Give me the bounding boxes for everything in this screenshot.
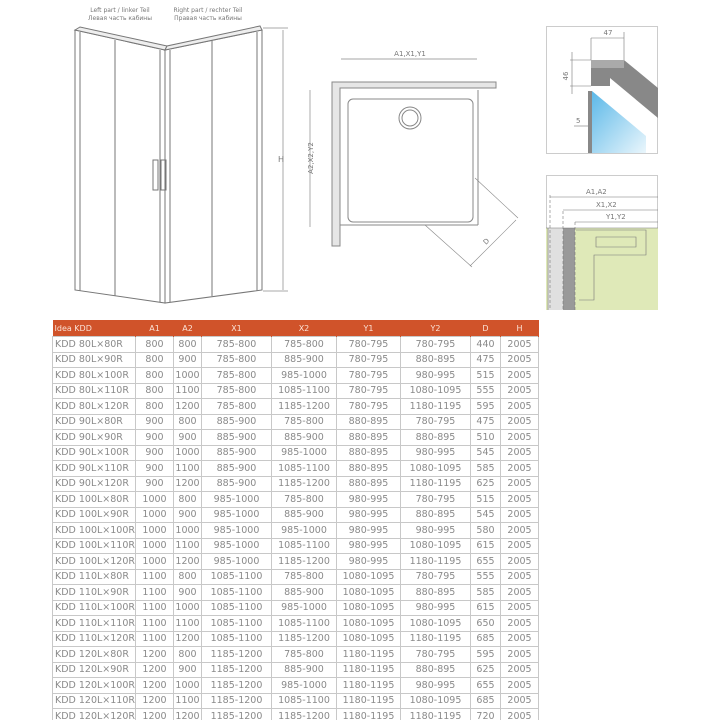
table-cell: 785-800 (202, 383, 272, 399)
table-cell: 1000 (174, 600, 202, 616)
table-cell: 1185-1200 (202, 662, 272, 678)
table-cell: 880-895 (401, 507, 471, 523)
table-cell: 900 (174, 662, 202, 678)
model-name-cell: KDD 80L×90R (53, 352, 136, 368)
table-cell: 985-1000 (272, 678, 337, 694)
table-cell: 885-900 (272, 662, 337, 678)
table-cell: 885-900 (202, 414, 272, 430)
table-cell: 1085-1100 (272, 693, 337, 709)
model-name-cell: KDD 100L×110R (53, 538, 136, 554)
model-name-cell: KDD 110L×100R (53, 600, 136, 616)
table-cell: 1200 (174, 631, 202, 647)
table-cell: 2005 (501, 569, 539, 585)
table-cell: 1100 (174, 383, 202, 399)
table-cell: 885-900 (202, 445, 272, 461)
table-cell: 2005 (501, 368, 539, 384)
table-row (53, 693, 539, 709)
table-cell: 1000 (174, 523, 202, 539)
table-cell: 625 (471, 476, 501, 492)
table-cell: 615 (471, 600, 501, 616)
table-cell: 2005 (501, 352, 539, 368)
table-cell: 1185-1200 (202, 709, 272, 720)
table-cell: 1180-1195 (337, 693, 401, 709)
table-cell: 980-995 (337, 507, 401, 523)
table-cell: 880-895 (401, 430, 471, 446)
table-cell: 800 (174, 647, 202, 663)
model-name-cell: KDD 80L×100R (53, 368, 136, 384)
table-cell: 980-995 (401, 368, 471, 384)
table-cell: 1080-1095 (401, 461, 471, 477)
plan-depth-label: A2,X2,Y2 (307, 142, 315, 174)
profile-height-value: 46 (562, 71, 570, 81)
model-name-cell: KDD 120L×120R (53, 709, 136, 720)
table-cell: 1200 (136, 709, 174, 720)
table-cell: 800 (174, 569, 202, 585)
table-cell: 1000 (174, 678, 202, 694)
height-label: H (278, 155, 285, 164)
table-row (53, 709, 539, 720)
table-cell: 595 (471, 399, 501, 415)
model-name-cell: KDD 100L×100R (53, 523, 136, 539)
table-cell: 980-995 (337, 492, 401, 508)
table-cell: 1180-1195 (401, 476, 471, 492)
table-cell: 980-995 (401, 523, 471, 539)
table-cell: 1100 (136, 569, 174, 585)
table-cell: 2005 (501, 399, 539, 415)
profile-width-value: 47 (603, 29, 613, 37)
table-cell: 1080-1095 (401, 538, 471, 554)
model-name-cell: KDD 90L×90R (53, 430, 136, 446)
table-cell: 545 (471, 445, 501, 461)
table-cell: 2005 (501, 678, 539, 694)
table-cell: 1180-1195 (401, 631, 471, 647)
table-cell: 2005 (501, 538, 539, 554)
table-cell: 885-900 (272, 352, 337, 368)
table-cell: 1200 (174, 554, 202, 570)
table-cell: 1185-1200 (272, 476, 337, 492)
model-name-cell: KDD 80L×110R (53, 383, 136, 399)
table-cell: 1000 (136, 538, 174, 554)
table-row (53, 430, 539, 446)
table-cell: 900 (136, 461, 174, 477)
table-cell: 1080-1095 (337, 631, 401, 647)
table-cell: 2005 (501, 523, 539, 539)
table-cell: 880-895 (401, 352, 471, 368)
model-name-cell: KDD 90L×80R (53, 414, 136, 430)
column-header: X2 (272, 320, 337, 337)
table-cell: 2005 (501, 662, 539, 678)
table-row (53, 678, 539, 694)
table-cell: 1000 (136, 507, 174, 523)
table-row (53, 399, 539, 415)
table-cell: 1000 (174, 445, 202, 461)
table-cell: 1080-1095 (337, 569, 401, 585)
table-cell: 980-995 (337, 538, 401, 554)
table-cell: 800 (136, 383, 174, 399)
table-cell: 440 (471, 337, 501, 353)
table-cell: 2005 (501, 445, 539, 461)
table-cell: 1080-1095 (401, 616, 471, 632)
table-cell: 900 (174, 430, 202, 446)
table-cell: 1100 (174, 693, 202, 709)
table-cell: 1000 (174, 368, 202, 384)
table-cell: 1180-1195 (401, 399, 471, 415)
table-cell: 885-900 (272, 430, 337, 446)
table-cell: 985-1000 (272, 445, 337, 461)
table-cell: 1000 (136, 492, 174, 508)
table-cell: 1200 (136, 678, 174, 694)
table-cell: 1180-1195 (337, 678, 401, 694)
table-cell: 720 (471, 709, 501, 720)
column-header: A1 (136, 320, 174, 337)
table-cell: 880-895 (401, 662, 471, 678)
table-cell: 1080-1095 (337, 616, 401, 632)
table-row (53, 352, 539, 368)
table-cell: 880-895 (337, 430, 401, 446)
table-cell: 985-1000 (272, 523, 337, 539)
table-cell: 1100 (136, 585, 174, 601)
table-cell: 1085-1100 (272, 538, 337, 554)
table-cell: 2005 (501, 507, 539, 523)
table-cell: 2005 (501, 337, 539, 353)
column-header: A2 (174, 320, 202, 337)
table-row (53, 554, 539, 570)
table-cell: 475 (471, 352, 501, 368)
table-row (53, 414, 539, 430)
column-header: Y1 (337, 320, 401, 337)
table-cell: 2005 (501, 585, 539, 601)
wall-label-x: X1,X2 (596, 201, 617, 209)
model-name-cell: KDD 100L×120R (53, 554, 136, 570)
table-cell: 555 (471, 383, 501, 399)
table-cell: 2005 (501, 616, 539, 632)
table-cell: 1200 (136, 662, 174, 678)
table-cell: 985-1000 (202, 492, 272, 508)
table-cell: 1080-1095 (337, 600, 401, 616)
table-cell: 785-800 (202, 352, 272, 368)
table-cell: 900 (174, 507, 202, 523)
model-name-cell: KDD 110L×110R (53, 616, 136, 632)
table-cell: 2005 (501, 430, 539, 446)
table-cell: 780-795 (401, 647, 471, 663)
table-cell: 1100 (136, 631, 174, 647)
table-cell: 885-900 (202, 430, 272, 446)
table-cell: 1200 (136, 647, 174, 663)
table-cell: 655 (471, 678, 501, 694)
model-name-cell: KDD 110L×90R (53, 585, 136, 601)
table-cell: 1180-1195 (337, 709, 401, 720)
table-cell: 1180-1195 (401, 709, 471, 720)
table-row (53, 383, 539, 399)
table-cell: 1080-1095 (401, 693, 471, 709)
table-cell: 800 (136, 368, 174, 384)
table-cell: 595 (471, 647, 501, 663)
table-cell: 780-795 (337, 352, 401, 368)
model-name-cell: KDD 90L×110R (53, 461, 136, 477)
table-cell: 2005 (501, 383, 539, 399)
table-cell: 2005 (501, 554, 539, 570)
model-name-cell: KDD 120L×80R (53, 647, 136, 663)
table-cell: 780-795 (401, 414, 471, 430)
table-row (53, 631, 539, 647)
table-row (53, 461, 539, 477)
table-row (53, 662, 539, 678)
table-cell: 1185-1200 (272, 554, 337, 570)
table-row (53, 445, 539, 461)
table-row (53, 600, 539, 616)
table-cell: 580 (471, 523, 501, 539)
table-cell: 900 (174, 585, 202, 601)
table-cell: 785-800 (272, 337, 337, 353)
table-cell: 985-1000 (272, 600, 337, 616)
table-cell: 900 (136, 414, 174, 430)
model-name-cell: KDD 80L×80R (53, 337, 136, 353)
table-cell: 1185-1200 (202, 647, 272, 663)
model-name-cell: KDD 120L×100R (53, 678, 136, 694)
door-opening-label: D (481, 236, 492, 247)
table-cell: 1200 (174, 399, 202, 415)
table-cell: 1185-1200 (202, 678, 272, 694)
table-row (53, 569, 539, 585)
table-cell: 1100 (174, 538, 202, 554)
table-row (53, 585, 539, 601)
table-cell: 785-800 (272, 414, 337, 430)
table-cell: 980-995 (337, 554, 401, 570)
table-cell: 1200 (174, 709, 202, 720)
table-cell: 780-795 (337, 383, 401, 399)
table-cell: 985-1000 (202, 554, 272, 570)
table-cell: 545 (471, 507, 501, 523)
table-cell: 1080-1095 (401, 383, 471, 399)
model-name-cell: KDD 100L×90R (53, 507, 136, 523)
table-cell: 650 (471, 616, 501, 632)
dimensions-table (52, 320, 539, 720)
table-cell: 800 (136, 399, 174, 415)
table-cell: 1180-1195 (337, 662, 401, 678)
model-name-cell: KDD 100L×80R (53, 492, 136, 508)
table-row (53, 616, 539, 632)
column-header: X1 (202, 320, 272, 337)
table-cell: 1080-1095 (337, 585, 401, 601)
table-cell: 780-795 (401, 492, 471, 508)
table-cell: 880-895 (337, 461, 401, 477)
left-part-label-en: Left part / linker Teil (90, 7, 150, 14)
table-cell: 785-800 (202, 399, 272, 415)
table-cell: 1085-1100 (272, 616, 337, 632)
column-header: D (471, 320, 501, 337)
table-cell: 615 (471, 538, 501, 554)
table-cell: 1100 (174, 461, 202, 477)
table-cell: 1085-1100 (202, 631, 272, 647)
right-part-label-en: Right part / rechter Teil (173, 7, 243, 14)
table-cell: 980-995 (401, 600, 471, 616)
table-cell: 880-895 (337, 414, 401, 430)
table-cell: 2005 (501, 600, 539, 616)
table-cell: 2005 (501, 693, 539, 709)
wall-profile-detail-drawing (546, 175, 658, 310)
table-cell: 800 (174, 492, 202, 508)
table-cell: 880-895 (337, 476, 401, 492)
table-row (53, 492, 539, 508)
table-cell: 1000 (136, 554, 174, 570)
right-part-label-ru: Правая часть кабины (174, 15, 242, 22)
table-cell: 585 (471, 585, 501, 601)
table-cell: 1100 (136, 600, 174, 616)
table-cell: 1180-1195 (401, 554, 471, 570)
table-cell: 1085-1100 (202, 585, 272, 601)
table-row (53, 647, 539, 663)
table-cell: 885-900 (202, 461, 272, 477)
model-name-cell: KDD 90L×120R (53, 476, 136, 492)
table-cell: 900 (136, 476, 174, 492)
table-cell: 980-995 (401, 445, 471, 461)
table-cell: 900 (136, 430, 174, 446)
column-header: Idea KDD (53, 320, 136, 337)
table-row (53, 337, 539, 353)
table-cell: 1100 (136, 616, 174, 632)
table-cell: 885-900 (272, 585, 337, 601)
table-cell: 780-795 (337, 368, 401, 384)
left-part-label-ru: Левая часть кабины (88, 15, 152, 22)
table-cell: 885-900 (202, 476, 272, 492)
table-cell: 785-800 (272, 492, 337, 508)
table-cell: 780-795 (337, 337, 401, 353)
table-row (53, 538, 539, 554)
table-row (53, 476, 539, 492)
table-cell: 780-795 (401, 337, 471, 353)
cabin-perspective-drawing (60, 0, 300, 310)
table-cell: 980-995 (401, 678, 471, 694)
table-cell: 1085-1100 (202, 569, 272, 585)
model-name-cell: KDD 120L×90R (53, 662, 136, 678)
model-name-cell: KDD 90L×100R (53, 445, 136, 461)
table-cell: 880-895 (401, 585, 471, 601)
table-cell: 785-800 (202, 337, 272, 353)
table-cell: 880-895 (337, 445, 401, 461)
column-header: Y2 (401, 320, 471, 337)
table-cell: 1185-1200 (272, 709, 337, 720)
table-cell: 510 (471, 430, 501, 446)
table-cell: 985-1000 (272, 368, 337, 384)
table-cell: 515 (471, 368, 501, 384)
table-cell: 1185-1200 (202, 693, 272, 709)
table-cell: 900 (136, 445, 174, 461)
table-cell: 555 (471, 569, 501, 585)
table-cell: 885-900 (272, 507, 337, 523)
table-cell: 2005 (501, 461, 539, 477)
table-cell: 685 (471, 631, 501, 647)
table-cell: 1085-1100 (272, 461, 337, 477)
table-cell: 1185-1200 (272, 631, 337, 647)
table-cell: 2005 (501, 476, 539, 492)
table-cell: 785-800 (272, 569, 337, 585)
table-cell: 800 (174, 337, 202, 353)
plan-view-drawing (300, 40, 530, 280)
table-cell: 2005 (501, 647, 539, 663)
table-cell: 800 (136, 337, 174, 353)
table-row (53, 523, 539, 539)
table-cell: 1200 (136, 693, 174, 709)
table-cell: 2005 (501, 631, 539, 647)
glass-gap-value: 5 (576, 117, 581, 125)
model-name-cell: KDD 120L×110R (53, 693, 136, 709)
table-cell: 800 (136, 352, 174, 368)
table-cell: 1085-1100 (202, 616, 272, 632)
table-cell: 2005 (501, 492, 539, 508)
table-cell: 785-800 (272, 647, 337, 663)
table-cell: 1085-1100 (272, 383, 337, 399)
table-cell: 2005 (501, 414, 539, 430)
model-name-cell: KDD 110L×120R (53, 631, 136, 647)
wall-label-y: Y1,Y2 (606, 213, 626, 221)
table-cell: 900 (174, 352, 202, 368)
table-cell: 785-800 (202, 368, 272, 384)
table-cell: 1000 (136, 523, 174, 539)
profile-detail-drawing (546, 26, 658, 154)
table-row (53, 507, 539, 523)
table-cell: 780-795 (401, 569, 471, 585)
model-name-cell: KDD 80L×120R (53, 399, 136, 415)
table-cell: 985-1000 (202, 538, 272, 554)
table-header-row (53, 320, 539, 337)
table-cell: 985-1000 (202, 523, 272, 539)
table-cell: 985-1000 (202, 507, 272, 523)
table-cell: 585 (471, 461, 501, 477)
table-row (53, 368, 539, 384)
table-cell: 1200 (174, 476, 202, 492)
table-cell: 1085-1100 (202, 600, 272, 616)
wall-label-a: A1,A2 (586, 188, 607, 196)
table-cell: 1185-1200 (272, 399, 337, 415)
column-header: H (501, 320, 539, 337)
table-cell: 780-795 (337, 399, 401, 415)
table-cell: 800 (174, 414, 202, 430)
table-cell: 1180-1195 (337, 647, 401, 663)
table-cell: 1100 (174, 616, 202, 632)
table-cell: 515 (471, 492, 501, 508)
table-cell: 2005 (501, 709, 539, 720)
table-cell: 625 (471, 662, 501, 678)
table-cell: 475 (471, 414, 501, 430)
table-cell: 685 (471, 693, 501, 709)
table-cell: 655 (471, 554, 501, 570)
plan-width-label: A1,X1,Y1 (394, 50, 426, 58)
model-name-cell: KDD 110L×80R (53, 569, 136, 585)
table-cell: 980-995 (337, 523, 401, 539)
